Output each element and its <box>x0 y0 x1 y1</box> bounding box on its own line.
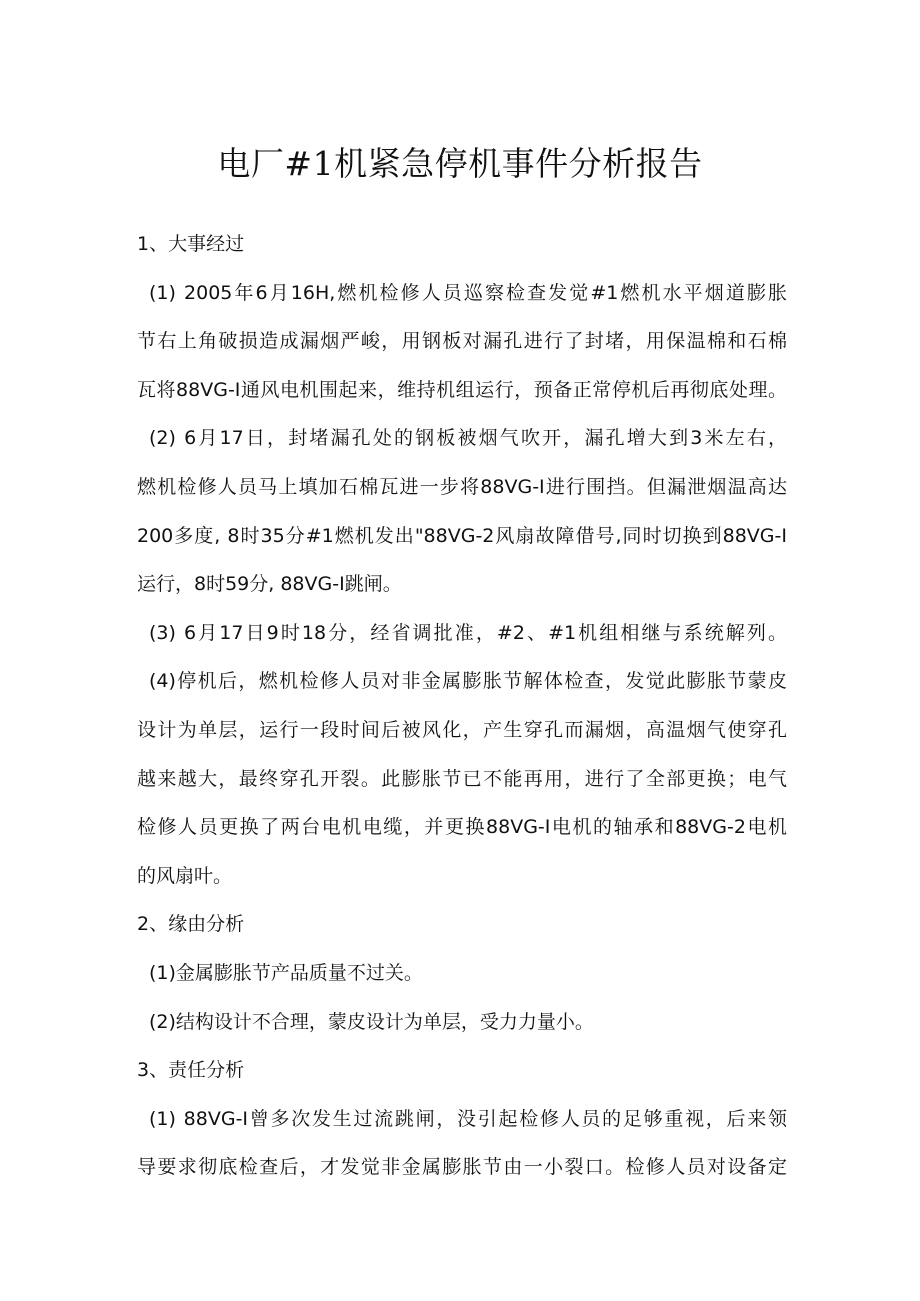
section-heading-responsibility: 3、责任分析 <box>137 1059 245 1082</box>
paragraph-line: 运行，8时59分, 88VG-I跳闸。 <box>137 573 402 596</box>
paragraph-line: (4)停机后，燃机检修人员对非金属膨胀节解体检查，发觉此膨胀节蒙皮 <box>149 670 787 693</box>
paragraph-line: 瓦将88VG-I通风电机围起来，维持机组运行，预备正常停机后再彻底处理。 <box>137 378 787 401</box>
list-item: (1)金属膨胀节产品质量不过关。 <box>149 961 423 984</box>
paragraph-line: (1) 88VG-I曾多次发生过流跳闸，没引起检修人员的足够重视，后来领 <box>149 1107 787 1130</box>
section-heading-incident: 1、大事经过 <box>137 233 245 255</box>
document-body <box>137 220 787 1192</box>
paragraph-line: 200多度, 8时35分#1燃机发出"88VG-2风扇故障借号,同时切换到88VG-I <box>137 524 787 547</box>
page-title: 电厂#1机紧急停机事件分析报告 <box>217 144 703 183</box>
paragraph-line: (1) 2005年6月16H,燃机检修人员巡察检查发觉#1燃机水平烟道膨胀 <box>149 281 787 304</box>
list-item: (2)结构设计不合理，蒙皮设计为单层，受力力量小。 <box>149 1010 594 1033</box>
paragraph-line: 设计为单层，运行一段时间后被风化，产生穿孔而漏烟，高温烟气使穿孔 <box>137 718 787 741</box>
paragraph-line: (3) 6月17日9时18分，经省调批准，#2、#1机组相继与系统解列。 <box>149 621 787 644</box>
paragraph-line: 检修人员更换了两台电机电缆，并更换88VG-I电机的轴承和88VG-2电机 <box>137 816 787 839</box>
paragraph-line: 节右上角破损造成漏烟严峻，用钢板对漏孔进行了封堵，用保温棉和石棉 <box>137 330 787 353</box>
paragraph-line: 导要求彻底检查后，才发觉非金属膨胀节由一小裂口。检修人员对设备定 <box>137 1156 787 1179</box>
section-heading-cause: 2、缘由分析 <box>137 913 245 936</box>
paragraph-line: 燃机检修人员马上填加石棉瓦进一步将88VG-I进行围挡。但漏泄烟温高达 <box>137 475 787 498</box>
paragraph-line: 越来越大，最终穿孔开裂。此膨胀节已不能再用，进行了全部更换；电气 <box>137 767 787 790</box>
paragraph-line: 的风扇叶。 <box>137 864 233 887</box>
paragraph-line: (2) 6月17日，封堵漏孔处的钢板被烟气吹开，漏孔增大到3米左右， <box>149 427 787 450</box>
